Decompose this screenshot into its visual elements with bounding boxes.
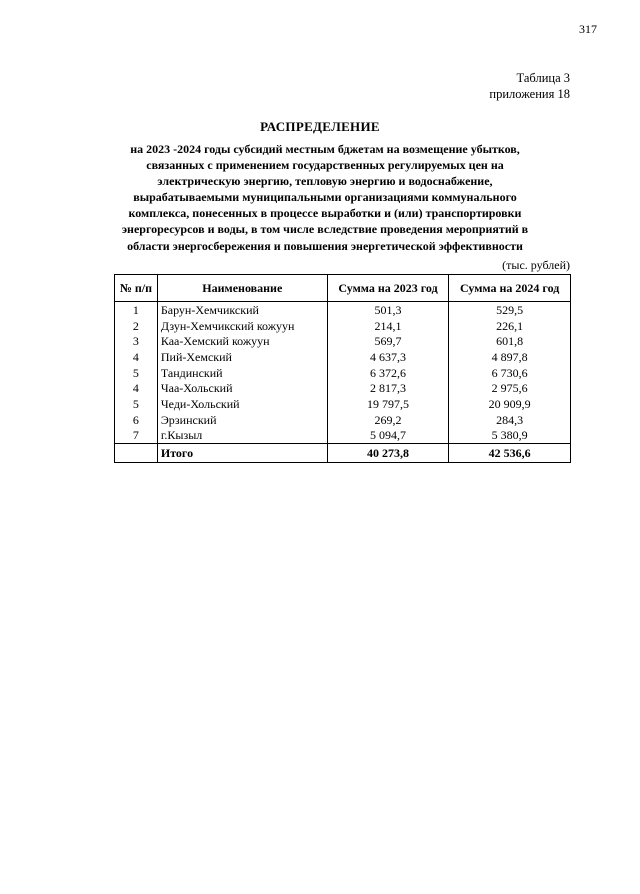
units-label: (тыс. рублей): [502, 258, 570, 272]
distribution-table: [114, 274, 571, 463]
row-number: 5: [115, 365, 158, 381]
row-number: 6: [115, 412, 158, 428]
table-row: [115, 302, 571, 318]
table-row: [115, 428, 571, 444]
row-sum-2023: 4 637,3: [327, 349, 449, 365]
table-header-row: [115, 275, 571, 302]
row-name: Дзун-Хемчикский кожуун: [157, 318, 327, 334]
row-sum-2023: 6 372,6: [327, 365, 449, 381]
table-row: [115, 412, 571, 428]
row-number: 4: [115, 349, 158, 365]
row-name: Тандинский: [157, 365, 327, 381]
total-sum-2024: 42 536,6: [449, 444, 571, 463]
total-row: [115, 444, 571, 463]
row-sum-2024: 284,3: [449, 412, 571, 428]
row-sum-2024: 2 975,6: [449, 380, 571, 396]
total-label: Итого: [157, 444, 327, 463]
row-sum-2024: 601,8: [449, 333, 571, 349]
row-number: 3: [115, 333, 158, 349]
table-row: [115, 349, 571, 365]
appendix-table-label: Таблица 3: [516, 71, 570, 85]
header-number: № п/п: [115, 275, 158, 302]
row-name: Эрзинский: [157, 412, 327, 428]
table-row: [115, 380, 571, 396]
row-sum-2023: 214,1: [327, 318, 449, 334]
header-sum-2024: Сумма на 2024 год: [449, 275, 571, 302]
row-sum-2023: 2 817,3: [327, 380, 449, 396]
header-sum-2023: Сумма на 2023 год: [327, 275, 449, 302]
row-number: 5: [115, 396, 158, 412]
row-sum-2023: 5 094,7: [327, 428, 449, 444]
table-row: [115, 365, 571, 381]
row-name: Чеди-Хольский: [157, 396, 327, 412]
total-sum-2023: 40 273,8: [327, 444, 449, 463]
row-sum-2024: 6 730,6: [449, 365, 571, 381]
row-name: Каа-Хемский кожуун: [157, 333, 327, 349]
row-sum-2024: 20 909,9: [449, 396, 571, 412]
table-row: [115, 396, 571, 412]
appendix-reference: [489, 70, 570, 102]
row-number: 1: [115, 302, 158, 318]
document-title: РАСПРЕДЕЛЕНИЕ: [260, 119, 380, 134]
row-number: 4: [115, 380, 158, 396]
row-sum-2024: 5 380,9: [449, 428, 571, 444]
row-name: Барун-Хемчикский: [157, 302, 327, 318]
row-number: 7: [115, 428, 158, 444]
header-name: Наименование: [157, 275, 327, 302]
total-number: [115, 444, 158, 463]
appendix-annex-label: приложения 18: [489, 87, 570, 101]
row-name: Чаа-Хольский: [157, 380, 327, 396]
row-name: Пий-Хемский: [157, 349, 327, 365]
table-row: [115, 318, 571, 334]
row-sum-2024: 529,5: [449, 302, 571, 318]
row-sum-2024: 226,1: [449, 318, 571, 334]
row-sum-2023: 269,2: [327, 412, 449, 428]
row-sum-2023: 569,7: [327, 333, 449, 349]
row-name: г.Кызыл: [157, 428, 327, 444]
row-number: 2: [115, 318, 158, 334]
row-sum-2024: 4 897,8: [449, 349, 571, 365]
row-sum-2023: 501,3: [327, 302, 449, 318]
document-subtitle: на 2023 -2024 годы субсидий местным бджетам на возмещение убытков, связанных с применением государственных регулируемых цен на электрическую энергию, тепловую энергию и водоснабжение, вырабатываемыми муниципальными организациями коммунального комплекса, понесенных в процессе выработки и (или) транспортировки энергоресурсов и воды, в том числе вследствие проведения мероприятий в области энергосбережения и повышения энергетической эффективности: [121, 142, 529, 253]
table-row: [115, 333, 571, 349]
page-number: 317: [579, 22, 597, 36]
row-sum-2023: 19 797,5: [327, 396, 449, 412]
